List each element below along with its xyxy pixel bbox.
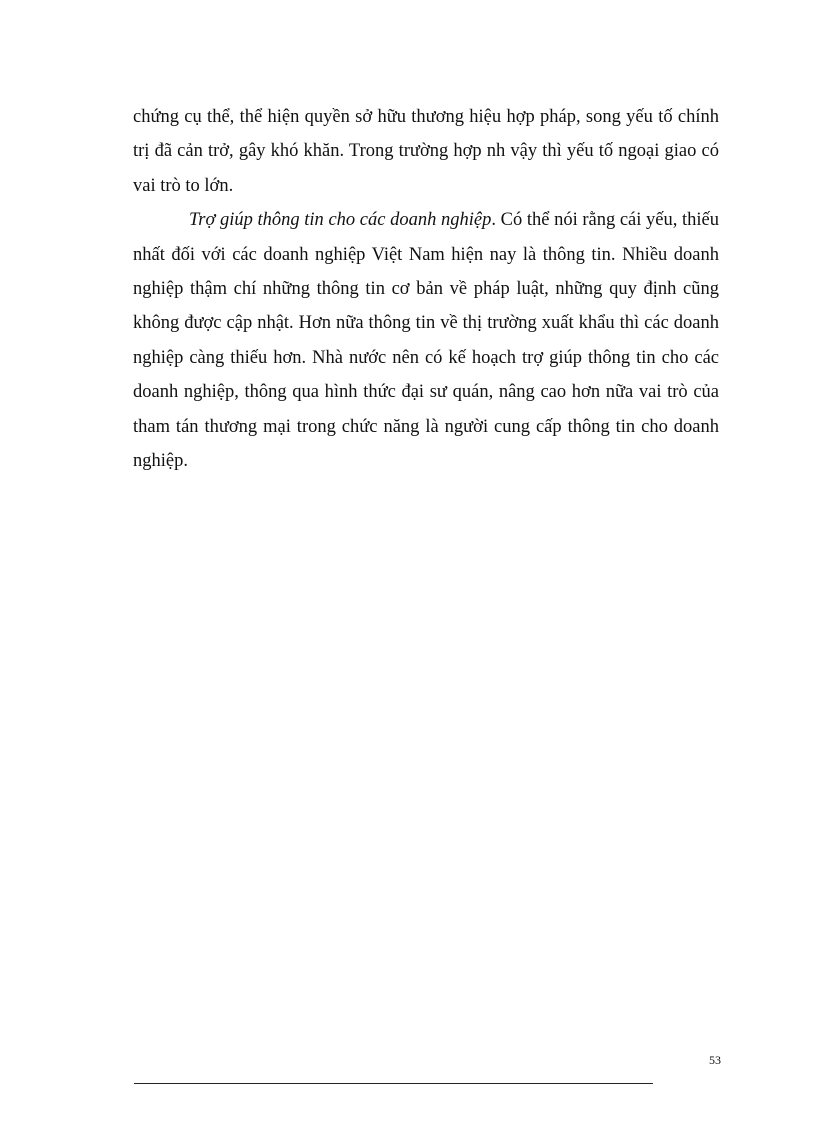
paragraph-lead-italic: Trợ giúp thông tin cho các doanh nghiệp [189, 210, 492, 231]
paragraph-information-support [133, 203, 719, 478]
paragraph-continuation [133, 100, 719, 203]
footer-rule [134, 1083, 653, 1084]
paragraph-text: chứng cụ thể, thể hiện quyền sở hữu thương hiệu hợp pháp, song yếu tố chính trị đã cản trở, gây khó khăn. Trong trường hợp nh vậy thì yếu tố ngoại giao có vai trò to lớn. [133, 107, 719, 196]
paragraph-text: . Có thể nói rằng cái yếu, thiếu nhất đối với các doanh nghiệp Việt Nam hiện nay là thông tin. Nhiều doanh nghiệp thậm chí những thông tin cơ bản về pháp luật, những quy định cũng không được cập nhật. Hơn nữa thông tin về thị trường xuất khẩu thì các doanh nghiệp càng thiếu hơn. Nhà nước nên có kế hoạch trợ giúp thông tin cho các doanh nghiệp, thông qua hình thức đại sư quán, nâng cao hơn nữa vai trò của tham tán thương mại trong chức năng là người cung cấp thông tin cho doanh nghiệp. [133, 210, 720, 472]
body-text [133, 100, 719, 478]
page-number: 53 [709, 1053, 721, 1067]
